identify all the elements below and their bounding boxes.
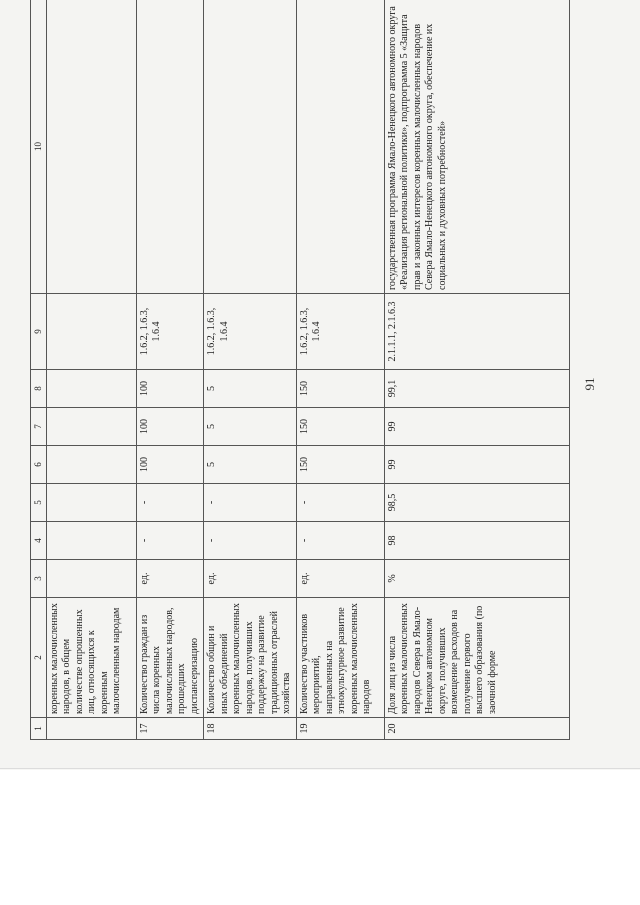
page-number: 91	[582, 377, 597, 391]
value-cell: -	[136, 522, 204, 560]
value-cell: -	[204, 522, 297, 560]
value-cell: 150	[296, 408, 384, 446]
program-cell	[136, 0, 204, 294]
value-cell: 99	[384, 446, 570, 484]
table-row	[46, 0, 136, 740]
value-cell: -	[296, 484, 384, 522]
activity-code-cell: 1.6.2, 1.6.3, 1.6.4	[204, 294, 297, 370]
header-cell: 6	[31, 446, 47, 484]
value-cell: 100	[136, 408, 204, 446]
indicator-name: коренных малочисленных народов, в общем количестве опрошенных лиц, относящихся к коренным малочисленным народам	[46, 598, 136, 718]
header-cell: 3	[31, 560, 47, 598]
value-cell: 150	[296, 446, 384, 484]
unit-cell: ед.	[204, 560, 297, 598]
activity-code-cell: 1.6.2, 1.6.3, 1.6.4	[136, 294, 204, 370]
scan-margin	[0, 770, 640, 905]
activity-code-cell: 2.1.1.1, 2.1.6.3	[384, 294, 570, 370]
value-cell: 100	[136, 370, 204, 408]
value-cell: 98	[384, 522, 570, 560]
unit-cell: ед.	[296, 560, 384, 598]
value-cell: 99	[384, 408, 570, 446]
value-cell	[46, 408, 136, 446]
activity-code-cell	[46, 294, 136, 370]
indicator-name: Доля лиц из числа коренных малочисленных народов Севера в Ямало-Ненецком автономном округе, получивших возмещение расходов на получение первого высшего образования (по заочной форме	[384, 598, 570, 718]
header-cell: 2	[31, 598, 47, 718]
header-row	[31, 0, 47, 740]
unit-cell	[46, 560, 136, 598]
row-number: 17	[136, 718, 204, 740]
header-cell: 5	[31, 484, 47, 522]
indicator-name: Количество граждан из числа коренных малочисленных народов, прошедших диспансеризацию	[136, 598, 204, 718]
header-cell: 4	[31, 522, 47, 560]
header-cell: 8	[31, 370, 47, 408]
value-cell: 150	[296, 370, 384, 408]
value-cell: 5	[204, 370, 297, 408]
header-cell: 9	[31, 294, 47, 370]
table-row	[296, 0, 384, 740]
unit-cell: %	[384, 560, 570, 598]
table-row	[204, 0, 297, 740]
row-number: 20	[384, 718, 570, 740]
row-number	[46, 718, 136, 740]
indicator-name: Количество общин и иных объединений коренных малочисленных народов, получивших поддержку на развитие традиционных отраслей хозяйства	[204, 598, 297, 718]
table-row	[136, 0, 204, 740]
program-cell: государственная программа Ямало-Ненецкого автономного округа «Реализация региональной политики», подпрограмма 5 «Защита прав и законных интересов коренных малочисленных народов Севера Ямало-Ненецкого автономного округа, обеспечение их социальных и духовных потребностей»	[384, 0, 570, 294]
table-row	[384, 0, 570, 740]
header-cell: 10	[31, 0, 47, 294]
value-cell: 100	[136, 446, 204, 484]
activity-code-cell: 1.6.2, 1.6.3, 1.6.4	[296, 294, 384, 370]
value-cell	[46, 484, 136, 522]
value-cell	[46, 522, 136, 560]
value-cell: -	[204, 484, 297, 522]
value-cell: 5	[204, 408, 297, 446]
value-cell: 5	[204, 446, 297, 484]
value-cell: -	[296, 522, 384, 560]
indicator-table-container	[30, 0, 570, 740]
indicator-table	[30, 0, 570, 740]
row-number: 19	[296, 718, 384, 740]
header-cell: 1	[31, 718, 47, 740]
value-cell	[46, 370, 136, 408]
program-cell	[46, 0, 136, 294]
unit-cell: ед.	[136, 560, 204, 598]
value-cell: -	[136, 484, 204, 522]
value-cell: 98,5	[384, 484, 570, 522]
indicator-name: Количество участников мероприятий, направленных на этнокультурное развитие коренных малочисленных народов	[296, 598, 384, 718]
program-cell	[296, 0, 384, 294]
value-cell	[46, 446, 136, 484]
header-cell: 7	[31, 408, 47, 446]
value-cell: 99,1	[384, 370, 570, 408]
program-cell	[204, 0, 297, 294]
row-number: 18	[204, 718, 297, 740]
